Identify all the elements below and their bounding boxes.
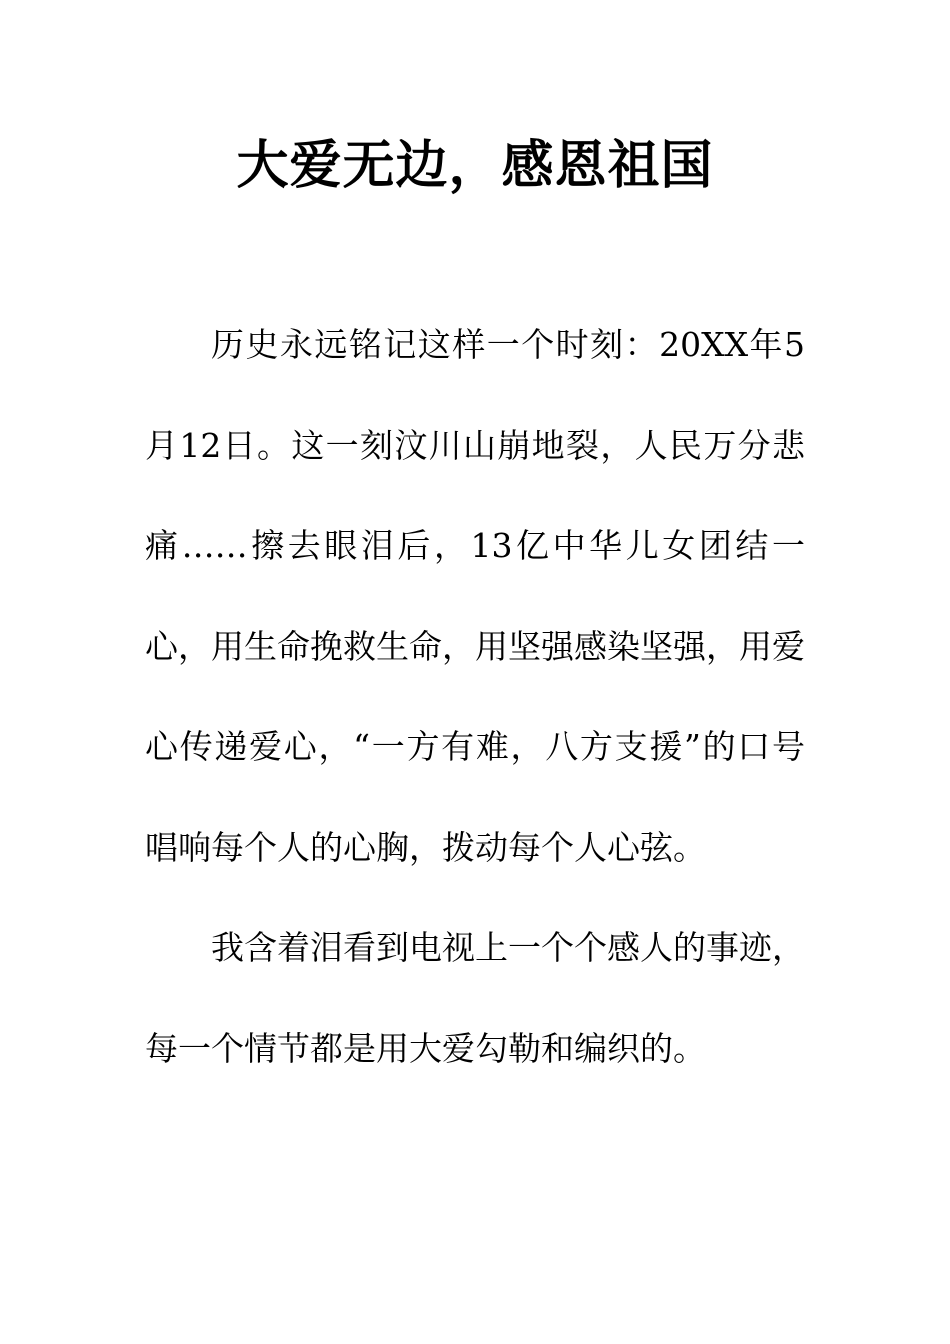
document-body — [145, 295, 805, 1099]
document-title: 大爱无边，感恩祖国 — [236, 136, 714, 196]
paragraph-1: 历史永远铭记这样一个时刻：20XX年5月12日。这一刻汶川山崩地裂，人民万分悲痛……擦去眼泪后，13亿中华儿女团结一心，用生命挽救生命，用坚强感染坚强，用爱心传递爱心，“一方有难，八方支援”的口号唱响每个人的心胸，拨动每个人心弦。 — [145, 325, 805, 867]
paragraph-2: 我含着泪看到电视上一个个感人的事迹，每一个情节都是用大爱勾勒和编织的。 — [145, 928, 805, 1068]
